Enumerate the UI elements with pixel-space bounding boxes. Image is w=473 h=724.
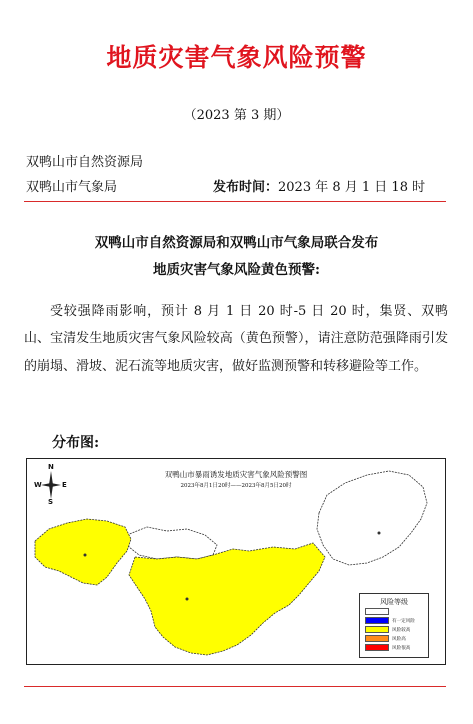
legend-swatch — [365, 644, 389, 651]
distribution-map — [26, 458, 446, 665]
legend-swatch — [365, 617, 389, 624]
issuer-meteorological: 双鸭山市气象局 — [26, 180, 118, 195]
legend-title: 风险等级 — [380, 598, 408, 606]
compass-north: N — [48, 463, 54, 471]
release-time-line — [213, 176, 425, 195]
legend-item — [365, 617, 427, 624]
release-time-label: 发布时间： — [213, 180, 279, 195]
legend-swatch — [365, 608, 389, 615]
top-divider — [24, 201, 446, 202]
bottom-divider — [24, 686, 446, 687]
legend-label: 有一定风险 — [392, 619, 415, 624]
region-jixian — [35, 519, 131, 585]
document-title: 地质灾害气象风险预警 — [106, 43, 367, 72]
legend-label: 风险较高 — [392, 628, 411, 633]
legend-item — [365, 626, 427, 633]
issuer-natural-resources: 双鸭山市自然资源局 — [26, 155, 144, 170]
warning-body-text: 受较强降雨影响，预计 8 月 1 日 20 时-5 日 20 时，集贤、双鸭山、宝清发生地质灾害气象风险较高（黄色预警），请注意防范强降雨引发的崩塌、滑坡、泥石流等地质灾害，做好监测预警和转移避险等工作。 — [24, 304, 448, 374]
legend-swatch — [365, 626, 389, 633]
distribution-map-label: 分布图: — [52, 435, 100, 451]
compass-south: S — [48, 498, 54, 506]
compass-east: E — [62, 481, 67, 489]
legend-item — [365, 635, 427, 642]
risk-legend — [359, 593, 429, 658]
map-title: 双鸭山市暴雨诱发地质灾害气象风险预警图 — [164, 470, 308, 479]
legend-item — [365, 608, 427, 615]
legend-label: 风险很高 — [392, 646, 411, 651]
compass-west: W — [34, 481, 42, 489]
map-subtitle: 2023年8月1日20时——2023年8月5日20时 — [180, 483, 292, 489]
headline-yellow-warning: 地质灾害气象风险黄色预警: — [153, 262, 320, 278]
legend-label: 风险高 — [392, 637, 406, 642]
legend-item — [365, 644, 427, 651]
region-baoqing — [129, 543, 325, 655]
release-time-value: 2023 年 8 月 1 日 18 时 — [278, 180, 426, 195]
legend-swatch — [365, 635, 389, 642]
headline-joint-release: 双鸭山市自然资源局和双鸭山市气象局联合发布 — [94, 235, 379, 251]
issue-number: （2023 第 3 期） — [183, 108, 290, 123]
region-central-white — [127, 527, 217, 559]
